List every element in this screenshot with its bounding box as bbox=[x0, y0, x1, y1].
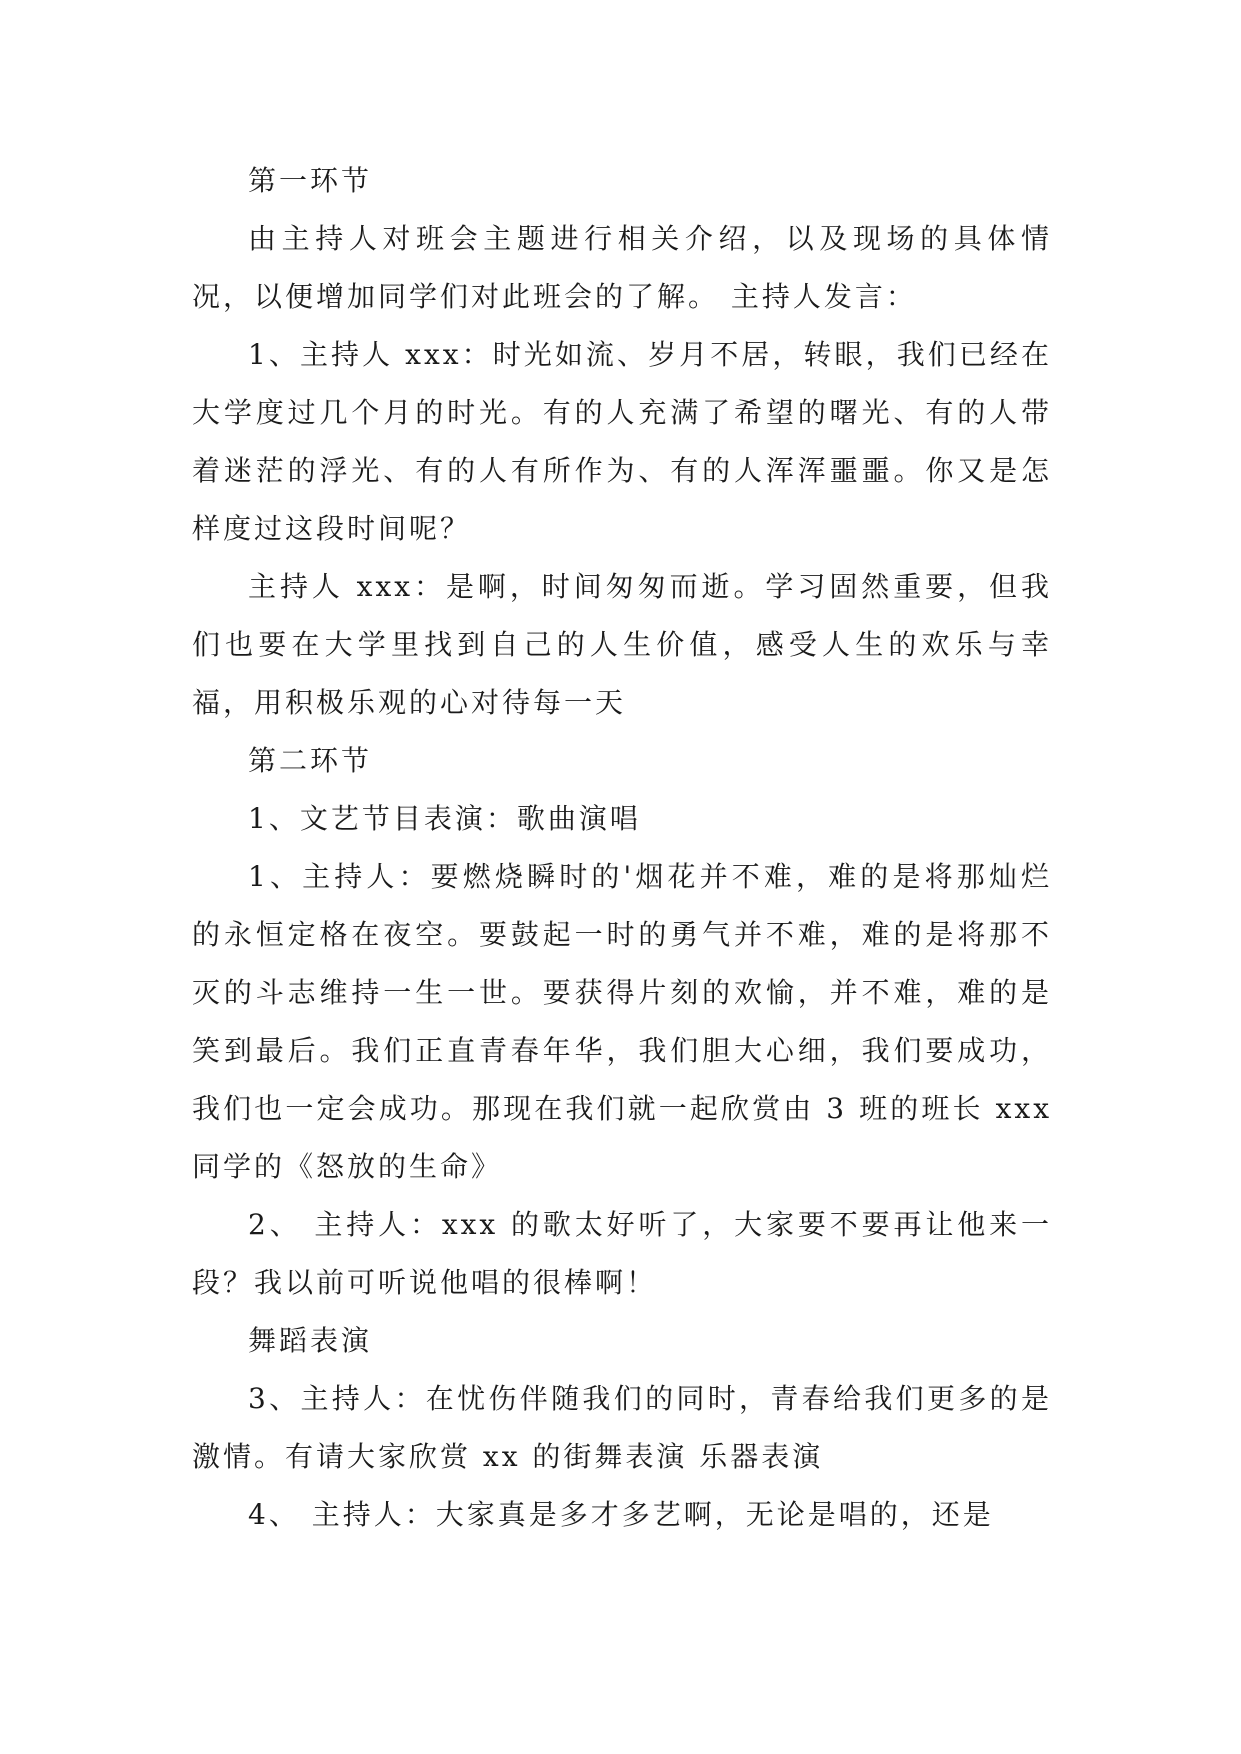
section-heading-2: 第二环节 bbox=[248, 744, 373, 777]
paragraph-host-5: 3、主持人：在忧伤伴随我们的同时，青春给我们更多的是激情。有请大家欣赏 xx 的街舞表演 乐器表演 bbox=[192, 1382, 1052, 1473]
paragraph-host-1: 1、主持人 xxx：时光如流、岁月不居，转眼，我们已经在大学度过几个月的时光。有的人充满了希望的曙光、有的人带着迷茫的浮光、有的人有所作为、有的人浑浑噩噩。你又是怎样度过这段时间呢？ bbox=[192, 338, 1052, 545]
section-heading-1: 第一环节 bbox=[248, 164, 373, 197]
paragraph-performance: 1、文艺节目表演：歌曲演唱 bbox=[248, 802, 641, 835]
paragraph-host-2: 主持人 xxx：是啊，时间匆匆而逝。学习固然重要，但我们也要在大学里找到自己的人生价值，感受人生的欢乐与幸福，用积极乐观的心对待每一天 bbox=[192, 570, 1052, 719]
section-heading-dance: 舞蹈表演 bbox=[248, 1324, 373, 1357]
paragraph-host-6: 4、 主持人：大家真是多才多艺啊，无论是唱的，还是 bbox=[248, 1498, 994, 1531]
paragraph-host-3: 1、主持人：要燃烧瞬时的'烟花并不难，难的是将那灿烂的永恒定格在夜空。要鼓起一时的勇气并不难，难的是将那不灭的斗志维持一生一世。要获得片刻的欢愉，并不难，难的是笑到最后。我们正直青春年华，我们胆大心细，我们要成功，我们也一定会成功。那现在我们就一起欣赏由 3 班的班长 xxx 同学的《怒放的生命》 bbox=[192, 860, 1052, 1183]
paragraph-host-4: 2、 主持人：xxx 的歌太好听了，大家要不要再让他来一段？我以前可听说他唱的很棒啊！ bbox=[192, 1208, 1052, 1299]
document-body bbox=[192, 152, 1052, 1544]
paragraph-intro: 由主持人对班会主题进行相关介绍，以及现场的具体情况，以便增加同学们对此班会的了解。 主持人发言： bbox=[192, 222, 1052, 313]
